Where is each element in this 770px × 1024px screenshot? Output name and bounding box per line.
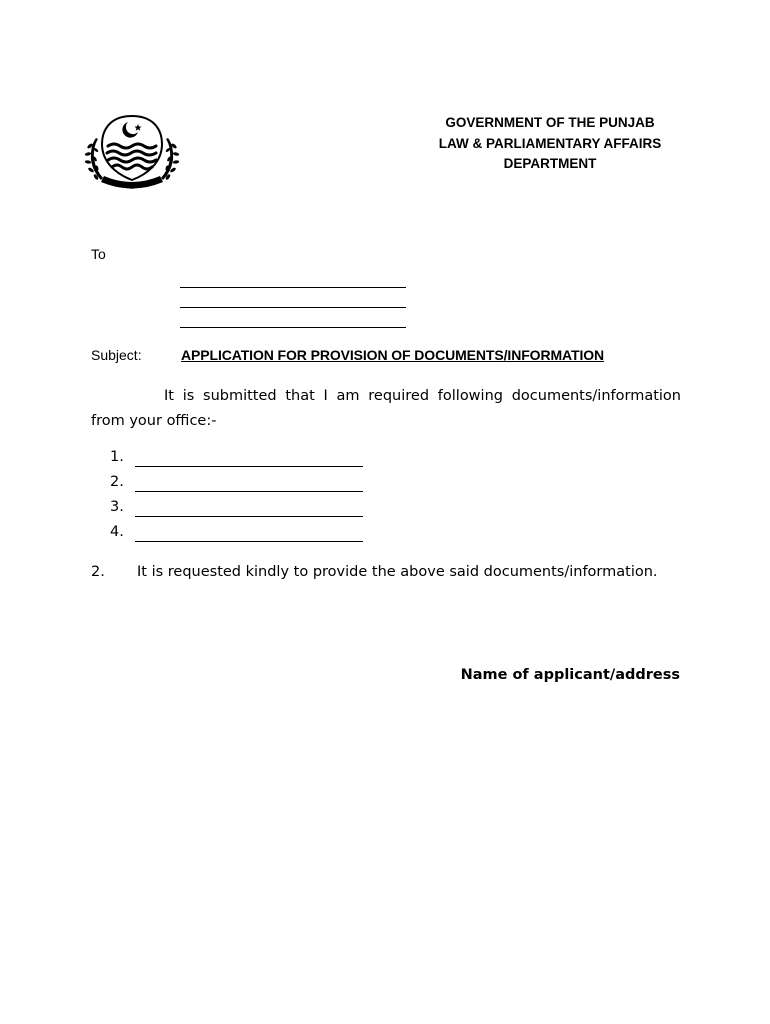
- list-item-blank-line[interactable]: [135, 541, 363, 542]
- punjab-government-emblem-icon: [82, 110, 182, 192]
- list-item-blank-line[interactable]: [135, 516, 363, 517]
- applicant-signature-label: Name of applicant/address: [460, 667, 680, 683]
- addressee-blank-line-1[interactable]: [180, 268, 406, 288]
- list-item-number: 1.: [110, 449, 124, 465]
- paragraph-2-text: It is requested kindly to provide the above said documents/information.: [137, 564, 658, 580]
- paragraph-request-line-1: It is submitted that I am required following documents/information: [164, 388, 681, 404]
- heading-line-government: GOVERNMENT OF THE PUNJAB: [445, 115, 655, 130]
- to-label: To: [91, 246, 106, 262]
- list-item-number: 2.: [110, 474, 124, 490]
- subject-text: APPLICATION FOR PROVISION OF DOCUMENTS/INFORMATION: [181, 347, 605, 363]
- addressee-blank-lines: [180, 268, 408, 328]
- paragraph-request: [91, 384, 681, 434]
- department-heading: [420, 113, 680, 175]
- paragraph-2-number: 2.: [91, 564, 105, 580]
- paragraph-request-line-2: from your office:-: [91, 413, 217, 429]
- heading-line-department: DEPARTMENT: [503, 156, 597, 171]
- list-item-number: 3.: [110, 499, 124, 515]
- list-item-number: 4.: [110, 524, 124, 540]
- list-item-blank-line[interactable]: [135, 466, 363, 467]
- addressee-blank-line-3[interactable]: [180, 308, 406, 328]
- heading-line-law-department: LAW & PARLIAMENTARY AFFAIRS: [438, 135, 662, 151]
- list-item-blank-line[interactable]: [135, 491, 363, 492]
- addressee-blank-line-2[interactable]: [180, 288, 406, 308]
- subject-label: Subject:: [91, 347, 142, 363]
